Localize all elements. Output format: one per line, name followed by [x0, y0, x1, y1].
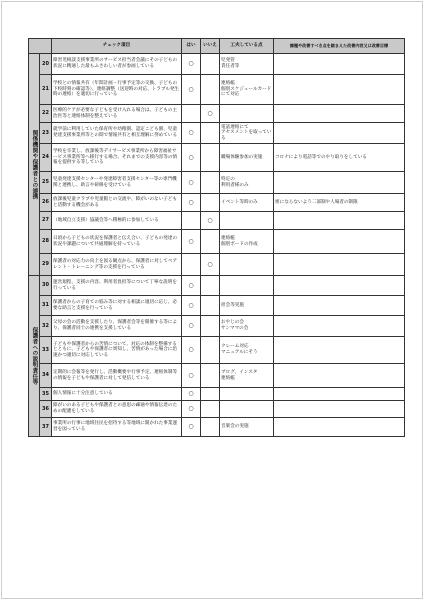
table-row: [29, 401, 405, 418]
no-mark: [201, 316, 220, 337]
no-mark: [201, 337, 220, 364]
table-row: [29, 296, 405, 316]
table-row: [29, 418, 405, 437]
table-row: [29, 212, 405, 230]
no-mark: [201, 296, 220, 316]
row-number: 33: [40, 337, 52, 364]
improvement-cell: 密にならないよう二部制や人場者の制限: [274, 194, 405, 212]
check-item: 保護者の対応力の向上を図る観点から、保護者に対してペアレント・トレーニング等の支援を行っている: [52, 254, 182, 276]
no-mark: [201, 54, 220, 75]
table-row: [29, 75, 405, 105]
check-item: 保護者からの子育ての悩み等に対する相談に適切に応じ、必要な助言と支援を行っている: [52, 296, 182, 316]
check-item: 放課後児童クラブや児童館との交流や、障がいのない子どもと活動する機会がある: [52, 194, 182, 212]
checklist-table: [28, 38, 405, 437]
check-item: 就学前に利用していた保育所や幼稚園、認定こども園、児童発達支援事業所等との間で情報共有と相互理解に努めている: [52, 123, 182, 144]
table-row: [29, 54, 405, 75]
check-item: 事業所の行事に地域住民を招待する等地域に開かれた事業運営を図っている: [52, 418, 182, 437]
improvement-cell: [274, 401, 405, 418]
row-number: 20: [40, 54, 52, 75]
row-number: 34: [40, 364, 52, 388]
no-mark: ○: [201, 254, 220, 276]
header-yes: はい: [182, 39, 201, 54]
check-item: 子どもや保護者からの苦情について、対応の体制を整備するとともに、子どもや保護者に周知し、苦情があった場合に迅速かつ適切に対応している: [52, 337, 182, 364]
row-number: 35: [40, 388, 52, 401]
note-cell: [220, 105, 274, 123]
table-row: [29, 105, 405, 123]
table-row: [29, 230, 405, 254]
note-cell: 連絡帳 個別スケジュールカードにて対応: [220, 75, 274, 105]
no-mark: [201, 123, 220, 144]
header-blank: [29, 39, 52, 54]
table-row: [29, 194, 405, 212]
improvement-cell: [274, 105, 405, 123]
table-row: [29, 276, 405, 296]
table-row: [29, 364, 405, 388]
row-number: 30: [40, 276, 52, 296]
table-row: [29, 316, 405, 337]
header-extra: 課題や改善すべき点を踏まえた改善内容又は改善目標: [274, 39, 405, 54]
no-mark: [201, 401, 220, 418]
improvement-cell: [274, 123, 405, 144]
no-mark: [201, 172, 220, 194]
header-no: いいえ: [201, 39, 220, 54]
row-number: 25: [40, 172, 52, 194]
no-mark: ○: [201, 105, 220, 123]
yes-mark: ○: [182, 144, 201, 172]
no-mark: [201, 388, 220, 401]
yes-mark: ○: [182, 54, 201, 75]
check-item: 障害児相談支援事業所のサービス担当者会議にその子どもの状況に精通した最もふさわしい者が参画している: [52, 54, 182, 75]
table-row: [29, 144, 405, 172]
row-number: 37: [40, 418, 52, 437]
no-mark: [201, 194, 220, 212]
yes-mark: ○: [182, 364, 201, 388]
yes-mark: ○: [182, 194, 201, 212]
yes-mark: [182, 254, 201, 276]
check-item: 定期的に会報等を発行し、活動概要や行事予定、連絡体制等の情報を子どもや保護者に対して発信している: [52, 364, 182, 388]
header-item: チェック項目: [52, 39, 182, 54]
table-row: [29, 388, 405, 401]
improvement-cell: [274, 388, 405, 401]
yes-mark: ○: [182, 337, 201, 364]
row-number: 31: [40, 296, 52, 316]
improvement-cell: [274, 296, 405, 316]
check-item: 医療的ケアが必要な子どもを受け入れる場合は、子どもの主治医等と連絡体制を整えている: [52, 105, 182, 123]
no-mark: [201, 75, 220, 105]
note-cell: 電話連絡にて アセスメントを取っている: [220, 123, 274, 144]
row-number: 26: [40, 194, 52, 212]
yes-mark: ○: [182, 296, 201, 316]
yes-mark: ○: [182, 123, 201, 144]
row-number: 28: [40, 230, 52, 254]
table-row: [29, 172, 405, 194]
no-mark: [201, 276, 220, 296]
table-row: [29, 254, 405, 276]
note-cell: 児発管 責任者等: [220, 54, 274, 75]
no-mark: [201, 230, 220, 254]
check-item: 運営規程、支援の内容、利用者負担等について丁寧な説明を行っている: [52, 276, 182, 296]
no-mark: [201, 364, 220, 388]
note-cell: おやじの会 サンママの会: [220, 316, 274, 337]
table-row: [29, 337, 405, 364]
note-cell: イベント等時のみ: [220, 194, 274, 212]
row-number: 36: [40, 401, 52, 418]
improvement-cell: [274, 337, 405, 364]
note-cell: [220, 276, 274, 296]
yes-mark: ○: [182, 230, 201, 254]
yes-mark: ○: [182, 75, 201, 105]
yes-mark: ○: [182, 401, 201, 418]
check-item: 日頃から子どもの状況を保護者と伝え合い、子どもの発達の状況や課題について共通理解を持っている: [52, 230, 182, 254]
no-mark: [201, 418, 220, 437]
check-item: 児童発達支援センターや発達障害者支援センター等の専門機関と連携し、助言や研修を受けている: [52, 172, 182, 194]
note-cell: [220, 388, 274, 401]
improvement-cell: [274, 75, 405, 105]
improvement-cell: [274, 172, 405, 194]
header-note: 工夫している点: [220, 39, 274, 54]
row-number: 27: [40, 212, 52, 230]
note-cell: 連絡帳 個別ボードの作成: [220, 230, 274, 254]
note-cell: クレーム対応 マニュアルにそう: [220, 337, 274, 364]
header-row: [29, 39, 405, 54]
check-item: 個人情報に十分注意している: [52, 388, 182, 401]
note-cell: ブログ、インスタ 連絡帳: [220, 364, 274, 388]
yes-mark: [182, 105, 201, 123]
improvement-cell: コロナにより電話等でのやり取りをしている: [274, 144, 405, 172]
note-cell: 音楽会の実施: [220, 418, 274, 437]
category-label: 保護者への説明責任等: [29, 276, 40, 437]
improvement-cell: [274, 54, 405, 75]
row-number: 32: [40, 316, 52, 337]
category-label: 関係機関や保護者との連携: [29, 54, 40, 276]
improvement-cell: [274, 364, 405, 388]
improvement-cell: [274, 230, 405, 254]
check-item: （地域自立支援）協議会等へ積極的に参加している: [52, 212, 182, 230]
improvement-cell: [274, 254, 405, 276]
check-item: 父母の会の活動を支援したり、保護者会等を開催する等により、保護者同士の連携を支援している: [52, 316, 182, 337]
improvement-cell: [274, 316, 405, 337]
note-cell: [220, 212, 274, 230]
yes-mark: [182, 212, 201, 230]
yes-mark: ○: [182, 388, 201, 401]
check-item: 学校との情報共有（年間計画・行事予定等の交換、子どもの下校時刻の確認等）、連絡調整（送迎時の対応、トラブル発生時の連絡）を適切に行っている: [52, 75, 182, 105]
row-number: 29: [40, 254, 52, 276]
table-row: [29, 123, 405, 144]
improvement-cell: [274, 276, 405, 296]
improvement-cell: [274, 212, 405, 230]
check-item: 障がいのある子どもや保護者との意思の疎通や情報伝達のための配慮をしている: [52, 401, 182, 418]
yes-mark: ○: [182, 418, 201, 437]
row-number: 24: [40, 144, 52, 172]
no-mark: [201, 144, 220, 172]
yes-mark: ○: [182, 172, 201, 194]
row-number: 21: [40, 75, 52, 105]
note-cell: 職場体験参加の実施: [220, 144, 274, 172]
yes-mark: ○: [182, 276, 201, 296]
row-number: 22: [40, 105, 52, 123]
note-cell: 特定の 利用者様のみ: [220, 172, 274, 194]
row-number: 23: [40, 123, 52, 144]
improvement-cell: [274, 418, 405, 437]
note-cell: [220, 401, 274, 418]
note-cell: 担会等実施: [220, 296, 274, 316]
check-item: 学校を卒業し、放課後等デイサービス事業所から障害福祉サービス事業所等へ移行する場合、それまでの支援内容等の情報を提供する等している: [52, 144, 182, 172]
note-cell: [220, 254, 274, 276]
yes-mark: ○: [182, 316, 201, 337]
no-mark: ○: [201, 212, 220, 230]
